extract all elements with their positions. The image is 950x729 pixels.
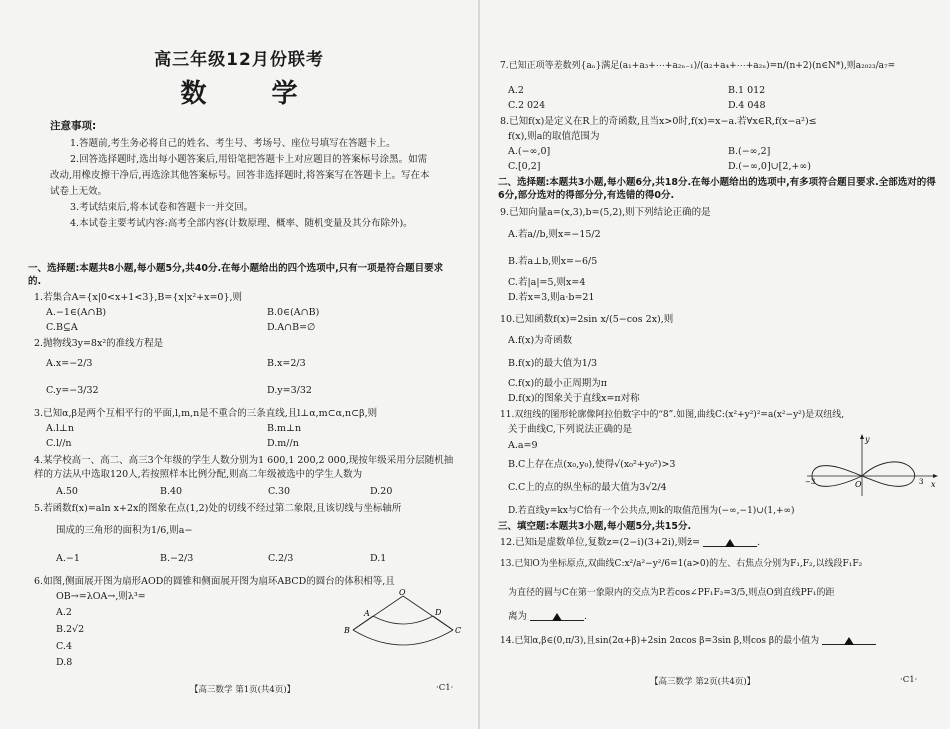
subject-title: 数 学 xyxy=(180,79,326,109)
page-2 xyxy=(480,0,950,729)
q2-option-a: A.x=−2/3 xyxy=(46,358,93,369)
q9-option-c: C.若|a|=5,则x=4 xyxy=(508,277,586,288)
q6-option-c: C.4 xyxy=(56,641,72,652)
q2-option-c: C.y=−3/32 xyxy=(46,385,99,396)
q6-annulus-figure xyxy=(338,588,468,668)
page-1-footer: 【高三数学 第1页(共4页)】 xyxy=(190,685,296,695)
q7-option-c: C.2 024 xyxy=(508,100,546,111)
q6-stem-line2: OB→=λOA→,则λ³= xyxy=(56,591,146,602)
q8-option-d: D.(−∞,0]∪[2,+∞) xyxy=(728,161,811,172)
q11-origin-label: O xyxy=(855,480,862,489)
q13-stem-line3: 离为 xyxy=(508,611,528,622)
triangle-icon xyxy=(725,539,735,547)
q3-option-b: B.m⊥n xyxy=(267,423,302,434)
q10-option-d: D.f(x)的图象关于直线x=π对称 xyxy=(508,393,640,404)
q5-stem-line1: 5.若函数f(x)=aln x+2x的图象在点(1,2)处的切线不经过第二象限,且该切线与坐标轴所 xyxy=(34,503,402,514)
triangle-icon xyxy=(844,637,854,645)
q12-stem: 12.已知i是虚数单位,复数z=(2−i)(3+2i),则z̄= xyxy=(500,537,701,548)
q8-stem-line1: 8.已知f(x)是定义在R上的奇函数,且当x>0时,f(x)=x−a.若∀x∈R,f(x−a²)≤ xyxy=(500,116,817,127)
q6-label-c: C xyxy=(455,626,462,635)
q3-option-a: A.l⊥n xyxy=(46,423,74,434)
q7-option-b: B.1 012 xyxy=(728,85,766,96)
q10-option-c: C.f(x)的最小正周期为π xyxy=(508,378,607,389)
q11-stem-line2: 关于曲线C,下列说法正确的是 xyxy=(508,424,632,435)
page-2-footer-code: ·C1· xyxy=(900,675,918,685)
q14-answer-blank[interactable] xyxy=(822,635,876,645)
q1-option-b: B.0∈(A∩B) xyxy=(267,307,320,318)
q5-option-a: A.−1 xyxy=(56,553,80,564)
q11-option-b: B.C上存在点(x₀,y₀),使得√(x₀²+y₀²)>3 xyxy=(508,459,676,470)
notice-item: 1.答题前,考生务必将自己的姓名、考生号、考场号、座位号填写在答题卡上。 xyxy=(70,138,396,149)
q2-option-b: B.x=2/3 xyxy=(267,358,306,369)
q6-option-b: B.2√2 xyxy=(56,624,85,635)
q3-option-c: C.l//n xyxy=(46,438,72,449)
q12-line: 12.已知i是虚数单位,复数z=(2−i)(3+2i),则z̄= . xyxy=(500,537,761,548)
q12-answer-blank[interactable] xyxy=(703,537,757,547)
q8-option-a: A.(−∞,0] xyxy=(508,146,551,157)
q4-option-d: D.20 xyxy=(370,486,393,497)
q13-line3: 离为 . xyxy=(508,611,588,622)
q11-axis-x-label: x xyxy=(931,480,936,489)
page-2-footer: 【高三数学 第2页(共4页)】 xyxy=(650,677,756,687)
q11-lemniscate-figure xyxy=(805,432,940,498)
q7-option-d: D.4 048 xyxy=(728,100,766,111)
q1-option-c: C.B⊆A xyxy=(46,322,78,333)
q6-label-b: B xyxy=(344,626,350,635)
q2-option-d: D.y=3/32 xyxy=(267,385,312,396)
q3-stem: 3.已知α,β是两个互相平行的平面,l,m,n是不重合的三条直线,且l⊥α,m⊂α,n⊂β,则 xyxy=(34,408,378,419)
q9-option-d: D.若x=3,则a·b=21 xyxy=(508,292,595,303)
q4-option-a: A.50 xyxy=(56,486,78,497)
q1-stem: 1.若集合A={x|0<x+1<3},B={x|x²+x=0},则 xyxy=(34,292,243,303)
q1-option-a: A.−1∈(A∩B) xyxy=(46,307,107,318)
q6-option-a: A.2 xyxy=(56,607,72,618)
q11-axis-y-label: y xyxy=(865,435,870,444)
section-1-heading: 一、选择题:本题共8小题,每小题5分,共40分.在每小题给出的四个选项中,只有一项是符合题目要求的. xyxy=(28,263,444,287)
q8-option-b: B.(−∞,2] xyxy=(728,146,771,157)
q9-option-b: B.若a⊥b,则x=−6/5 xyxy=(508,256,598,267)
q3-option-d: D.m//n xyxy=(267,438,299,449)
q10-stem: 10.已知函数f(x)=2sin x/(5−cos 2x),则 xyxy=(500,314,674,325)
q6-label-o: O xyxy=(399,588,406,597)
q6-label-d: D xyxy=(435,608,442,617)
q5-option-d: D.1 xyxy=(370,553,387,564)
q8-option-c: C.[0,2] xyxy=(508,161,541,172)
q11-tick-minus-3: −3 xyxy=(805,478,816,486)
q11-stem-line1: 11.双纽线的图形轮廓像阿拉伯数字中的“8”.如图,曲线C:(x²+y²)²=a(x²−y²)是双纽线, xyxy=(500,410,845,420)
q2-stem: 2.抛物线3y=8x²的准线方程是 xyxy=(34,338,164,349)
notice-heading: 注意事项: xyxy=(50,120,97,132)
triangle-icon xyxy=(552,613,562,621)
notice-item: 2.回答选择题时,选出每小题答案后,用铅笔把答题卡上对应题目的答案标号涂黑。如需改动,用橡皮擦干净后,再选涂其他答案标号。回答非选择题时,将答案写在答题卡上。写在本试卷上无效。 xyxy=(50,154,430,197)
q9-stem: 9.已知向量a=(x,3),b=(5,2),则下列结论正确的是 xyxy=(500,207,711,218)
q5-stem-line2: 围成的三角形的面积为1/6,则a− xyxy=(56,525,193,536)
q7-stem: 7.已知正项等差数列{aₙ}满足(a₁+a₃+⋯+a₂ₙ₋₁)/(a₂+a₄+⋯+a₂ₙ)=n/(n+2)(n∈N*),则a₂₀₂₃/a₇= xyxy=(500,61,896,71)
q14-line xyxy=(500,635,876,647)
q13-stem-line2: 为直径的圆与C在第一象限内的交点为P.若cos∠PF₁F₂=3/5,则点O到直线PF₁的距 xyxy=(508,588,835,598)
q10-option-a: A.f(x)为奇函数 xyxy=(508,335,573,346)
q1-option-d: D.A∩B=∅ xyxy=(267,322,316,333)
q11-tick-3: 3 xyxy=(919,478,924,486)
q13-answer-blank[interactable] xyxy=(530,611,584,621)
q13-stem-line1: 13.已知O为坐标原点,双曲线C:x²/a²−y²/6=1(a>0)的左、右焦点分别为F₁,F₂,以线段F₁F₂ xyxy=(500,559,863,569)
q5-option-c: C.2/3 xyxy=(268,553,294,564)
q4-stem: 4.某学校高一、高二、高三3个年级的学生人数分别为1 600,1 200,2 000,现按年级采用分层随机抽样的方法从中选取120人,若按照样本比例分配,则高二年级被选中的学生人数为 xyxy=(34,455,454,480)
q14-stem: 14.已知α,β∈(0,π/3),且sin(2α+β)+2sin 2αcos β=3sin β,则cos β的最小值为 xyxy=(500,636,820,646)
q10-option-b: B.f(x)的最大值为1/3 xyxy=(508,358,598,369)
notice-list xyxy=(50,136,430,232)
q5-option-b: B.−2/3 xyxy=(160,553,194,564)
section-3-heading: 三、填空题:本题共3小题,每小题5分,共15分. xyxy=(498,521,692,532)
q6-label-a: A xyxy=(364,609,370,618)
page-1-footer-code: ·C1· xyxy=(436,683,454,693)
exam-title: 高三年级12月份联考 xyxy=(154,50,324,70)
notice-item: 4.本试卷主要考试内容:高考全部内容(计数原理、概率、随机变量及其分布除外)。 xyxy=(70,218,413,229)
q11-option-a: A.a=9 xyxy=(508,440,538,451)
q9-option-a: A.若a//b,则x=−15/2 xyxy=(508,229,601,240)
q6-option-d: D.8 xyxy=(56,657,73,668)
section-2-heading: 二、选择题:本题共3小题,每小题6分,共18分.在每小题给出的选项中,有多项符合题目要求.全部选对的得6分,部分选对的得部分分,有选错的得0分. xyxy=(498,177,936,201)
q11-option-c: C.C上的点的纵坐标的最大值为3√2/4 xyxy=(508,482,667,493)
q7-option-a: A.2 xyxy=(508,85,524,96)
q4-option-c: C.30 xyxy=(268,486,291,497)
q8-stem-line2: f(x),则a的取值范围为 xyxy=(508,131,600,142)
q6-stem-line1: 6.如图,侧面展开图为扇形AOD的圆锥和侧面展开图为扇环ABCD的圆台的体积相等,且 xyxy=(34,576,395,587)
q11-option-d: D.若直线y=kx与C恰有一个公共点,则k的取值范围为(−∞,−1)∪(1,+∞) xyxy=(508,506,795,516)
notice-item: 3.考试结束后,将本试卷和答题卡一并交回。 xyxy=(70,202,254,213)
q4-option-b: B.40 xyxy=(160,486,183,497)
